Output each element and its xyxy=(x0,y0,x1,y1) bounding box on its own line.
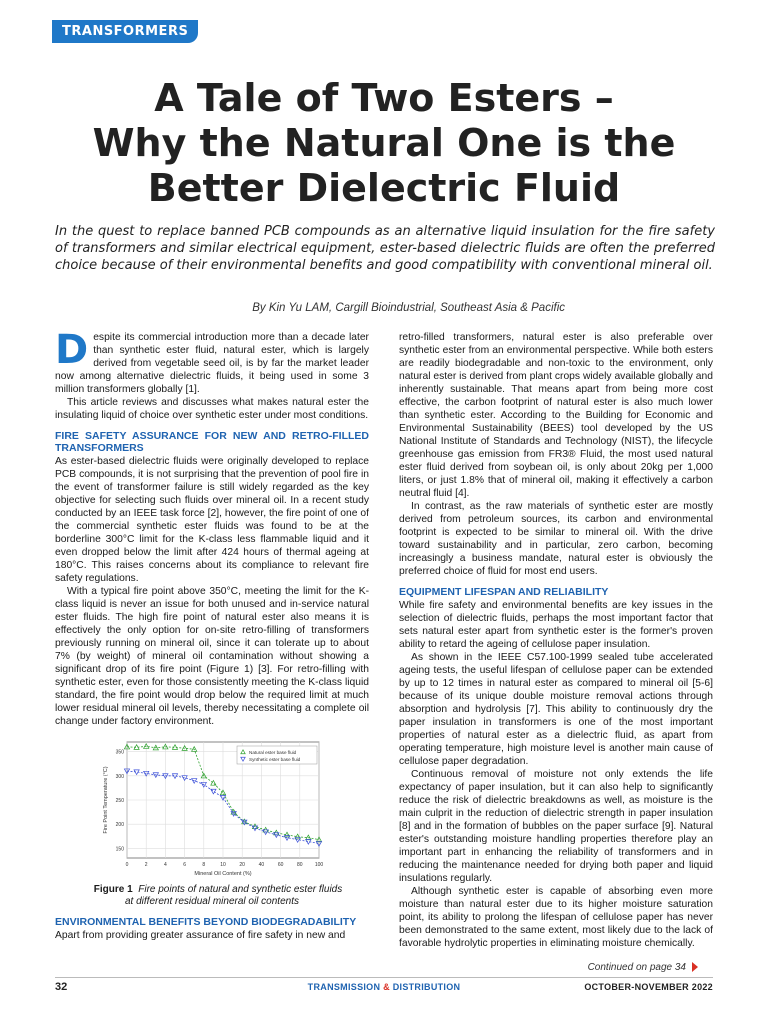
x-tick-label: 60 xyxy=(277,862,284,868)
x-tick-label: 8 xyxy=(202,862,206,868)
issue-date: OCTOBER-NOVEMBER 2022 xyxy=(584,982,713,992)
article-title xyxy=(40,76,728,211)
y-tick-label: 300 xyxy=(115,773,124,780)
y-axis-label: Fire Point Temperature (°C) xyxy=(103,766,109,834)
x-tick-label: 80 xyxy=(297,862,303,868)
section-heading-lifespan: EQUIPMENT LIFESPAN AND RELIABILITY xyxy=(399,586,609,598)
drop-cap: D xyxy=(55,327,89,373)
paragraph: As ester-based dielectric fluids were originally developed to replace PCB compounds, it is not surprising that the prevention of pool fire in the event of transformer failure is still widely regarded as the key objective for selecting such fluids over mineral oil. In a recent study conducted by an IEEE task force [2], however, the fire point of one of the commercial synthetic ester fluids was found to be at the borderline 300°C limit for the K-class less flammable liquid and it even dropped below the limit after 424 hours of thermal ageing at 180°C. This raises concerns about its compliance to relevant fire safety regulations. xyxy=(55,456,369,584)
journal-name-part-2: DISTRIBUTION xyxy=(392,982,461,992)
section-heading-fire-safety: FIRE SAFETY ASSURANCE FOR NEW AND RETRO-FILLED TRANSFORMERS xyxy=(55,430,369,454)
caption-label: Figure 1 xyxy=(93,884,133,895)
footer-divider xyxy=(55,977,713,978)
y-tick-label: 350 xyxy=(115,749,124,756)
x-axis-label: Mineral Oil Content (%) xyxy=(194,871,252,877)
data-point xyxy=(211,780,216,785)
y-tick-label: 200 xyxy=(115,822,124,829)
journal-name-part-1: TRANSMISSION xyxy=(307,982,381,992)
x-tick-label: 4 xyxy=(164,862,167,868)
caption-line-1: Fire points of natural and synthetic ester fluids xyxy=(138,884,343,895)
x-tick-label: 2 xyxy=(144,862,148,868)
article-lead: In the quest to replace banned PCB compounds as an alternative liquid insulation for the fire safety of transformers and similar electrical equipment, ester-based dielectric fluids are often the preferred choice because of their environmental benefits and good compatibility with conventional mineral oil. xyxy=(55,224,715,273)
paragraph: In contrast, as the raw materials of synthetic ester are mostly derived from petroleum sources, its carbon and environmental footprint is expected to be similar to mineral oil. With the drive toward sustainability and in particular, zero carbon, becoming increasingly a business mandate, natural ester is obviously the preferred choice of fluid for most end users. xyxy=(399,501,713,577)
right-column xyxy=(399,331,713,950)
paragraph: This article reviews and discusses what makes natural ester the insulating liquid of choice over synthetic ester under most conditions. xyxy=(55,397,369,421)
section-tag: TRANSFORMERS xyxy=(52,20,198,43)
byline: By Kin Yu LAM, Cargill Bioindustrial, Southeast Asia & Pacific xyxy=(252,302,565,314)
x-tick-label: 100 xyxy=(314,862,324,868)
x-tick-label: 10 xyxy=(220,862,226,868)
y-tick-label: 250 xyxy=(115,798,124,804)
title-line-2: Why the Natural One is the xyxy=(92,121,676,165)
arrow-right-icon xyxy=(692,962,698,972)
caption-line-2: at different residual mineral oil contents xyxy=(125,896,299,907)
legend-entry: Synthetic ester base fluid xyxy=(249,757,301,762)
continued-note[interactable] xyxy=(588,962,698,973)
paragraph: Continuous removal of moisture not only extends the life expectancy of paper insulation, but it can also help to significantly reduce the risk of dielectric breakdowns as well, as moisture is the main culprit in the reduction of dielectric strength in paper insulation [8] and in the formation of bubbles on the paper surface [9]. Natural ester's outstanding moisture handling properties therefore play an important part in enhancing the reliability of transformers and in reducing the maintenance needed for drying both paper and liquid insulations regularly. xyxy=(399,769,713,884)
data-point xyxy=(211,789,216,794)
x-tick-label: 40 xyxy=(258,862,265,868)
title-line-3: Better Dielectric Fluid xyxy=(147,166,621,210)
legend-entry: Natural ester base fluid xyxy=(249,750,297,755)
x-tick-label: 20 xyxy=(239,862,245,868)
intro-paragraph xyxy=(55,327,369,396)
figure-caption xyxy=(55,884,369,908)
paragraph: Apart from providing greater assurance of fire safety in new and xyxy=(55,930,346,941)
paragraph: With a typical fire point above 350°C, meeting the limit for the K-class liquid is never an issue for both unused and in-service natural ester fluids. The high fire point of natural ester also means it is effectively the only option for on-site retro-filling of transformers previously running on mineral oil, since it can tolerate up to about 7% (by weight) of mineral oil contamination without showing a significant drop of its fire point (Figure 1) [3]. For retro-filling with synthetic ester, even for those consistently meeting the K-class liquid standard, the fire point would drop below the required limit at much lower residual mineral oil levels, thereby necessitating a complete oil change under factory environment. xyxy=(55,586,369,727)
journal-ampersand: & xyxy=(383,982,390,992)
paragraph: As shown in the IEEE C57.100-1999 sealed tube accelerated ageing tests, the useful lifespan of cellulose paper can be extended by up to 12 times in natural ester as compared to mineral oil [5-6] because of its unique double moisture removal actions through absorption and hydrolysis [7]. This ability to continuously dry the paper insulation in transformers is one of the most important properties of natural ester as a dielectric fluid, as apart from operating temperature, high moisture level is another main cause of cellulose paper degradation. xyxy=(399,652,713,767)
fire-point-chart xyxy=(55,736,369,884)
left-column xyxy=(55,327,369,942)
x-tick-label: 6 xyxy=(183,862,186,868)
y-tick-label: 150 xyxy=(115,846,124,853)
title-line-1: A Tale of Two Esters – xyxy=(154,76,614,120)
paragraph: retro-filled transformers, natural ester is also preferable over synthetic ester from an environmental perspective. While both esters are readily biodegradable and non-toxic to the environment, only natural ester is derived from plant crops widely available globally and inherently sustainable. That means apart from being more cost effective, the carbon footprint of natural ester is also much lower than synthetic ester. According to the Building for Economic and Environmental Sustainability (BEES) tool developed by the US National Institute of Standards and Technology (NIST), the lifecycle greenhouse gas emission from FR3® Fluid, the most used natural ester fluid derived from soybean oil, is only about 20kg per 1,000 liters, or just 1.8% that of mineral oil, making it effectively a carbon neutral fluid [4]. xyxy=(399,332,713,499)
page-number: 32 xyxy=(55,981,68,993)
section-heading-environmental: ENVIRONMENTAL BENEFITS BEYOND BIODEGRADABILITY xyxy=(55,916,357,928)
intro-text: espite its commercial introduction more than a decade later than synthetic ester fluid, natural ester, which is largely derived from vegetable seed oil, is by far the market leader now among alternative dielectric fluids, it being used in some 3 million transformers globally [1]. xyxy=(55,332,369,395)
x-tick-label: 0 xyxy=(125,862,129,868)
paragraph: Although synthetic ester is capable of absorbing even more moisture than natural ester due to its higher moisture saturation point, its ability to prolong the lifespan of cellulose paper has never been demonstrated to the same extent, most likely due to the lack of favorable hydrolytic properties in eliminating moisture chemically. xyxy=(399,886,713,949)
continued-text: Continued on page 34 xyxy=(587,962,686,973)
figure-1 xyxy=(55,736,369,908)
paragraph: While fire safety and environmental benefits are key issues in the selection of dielectric fluids, perhaps the most important factor that sets natural ester apart from synthetic ester is the former's proven ability to retard the ageing of cellulose paper insulation. xyxy=(399,600,713,650)
